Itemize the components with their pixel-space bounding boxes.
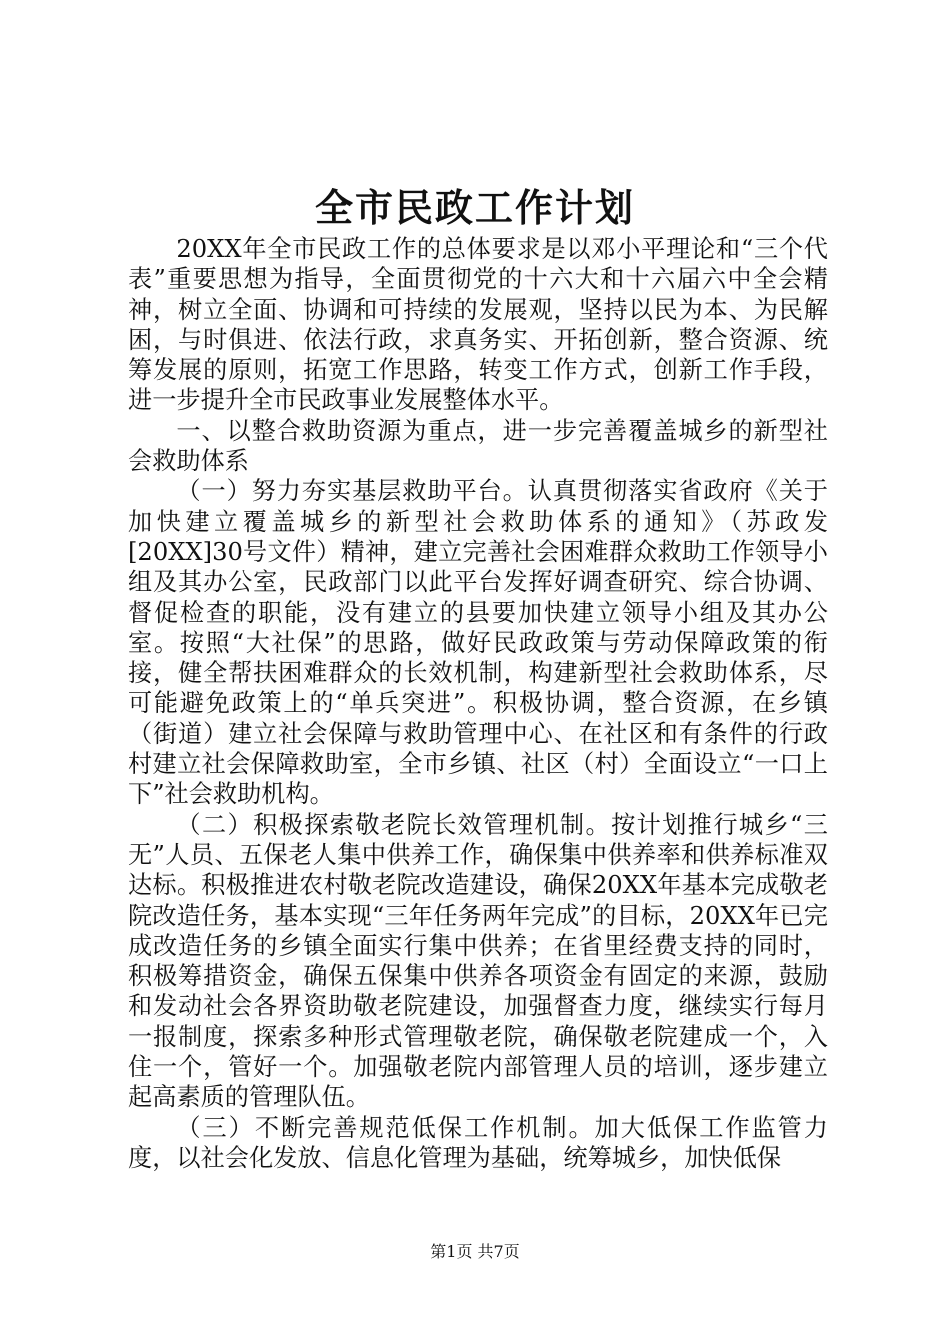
paragraph-item-3: （三）不断完善规范低保工作机制。加大低保工作监管力度，以社会化发放、信息化管理为基础，统筹城乡，加快低保 xyxy=(128,1113,828,1172)
section-heading-1: 一、以整合救助资源为重点，进一步完善覆盖城乡的新型社会救助体系 xyxy=(128,416,828,476)
page-footer: 第1页 共7页 xyxy=(430,1242,520,1261)
paragraph-item-1: （一）努力夯实基层救助平台。认真贯彻落实省政府《关于加快建立覆盖城乡的新型社会救助体系的通知》（苏政发[20XX]30号文件）精神，建立完善社会困难群众救助工作领导小组及其办公室，民政部门以此平台发挥好调查研究、综合协调、督促检查的职能，没有建立的县要加快建立领导小组及其办公室。按照“大社保”的思路，做好民政政策与劳动保障政策的衔接，健全帮扶困难群众的长效机制，构建新型社会救助体系，尽可能避免政策上的“单兵突进”。积极协调，整合资源，在乡镇（街道）建立社会保障与救助管理中心、在社区和有条件的行政村建立社会保障救助室，全市乡镇、社区（村）全面设立“一口上下”社会救助机构。 xyxy=(128,477,828,809)
document-body xyxy=(128,234,828,1173)
paragraph-item-2: （二）积极探索敬老院长效管理机制。按计划推行城乡“三无”人员、五保老人集中供养工作，确保集中供养率和供养标准双达标。积极推进农村敬老院改造建设，确保20XX年基本完成敬老院改造任务，基本实现“三年任务两年完成”的目标，20XX年已完成改造任务的乡镇全面实行集中供养；在省里经费支持的同时，积极筹措资金，确保五保集中供养各项资金有固定的来源，鼓励和发动社会各界资助敬老院建设，加强督查力度，继续实行每月一报制度，探索多种形式管理敬老院，确保敬老院建成一个，入住一个，管好一个。加强敬老院内部管理人员的培训，逐步建立起高素质的管理队伍。 xyxy=(128,810,828,1112)
paragraph-intro: 20XX年全市民政工作的总体要求是以邓小平理论和“三个代表”重要思想为指导，全面贯彻党的十六大和十六届六中全会精神，树立全面、协调和可持续的发展观，坚持以民为本、为民解困，与时俱进、依法行政，求真务实、开拓创新，整合资源、统筹发展的原则，拓宽工作思路，转变工作方式，创新工作手段，进一步提升全市民政事业发展整体水平。 xyxy=(128,235,828,415)
document-title: 全市民政工作计划 xyxy=(314,185,635,230)
